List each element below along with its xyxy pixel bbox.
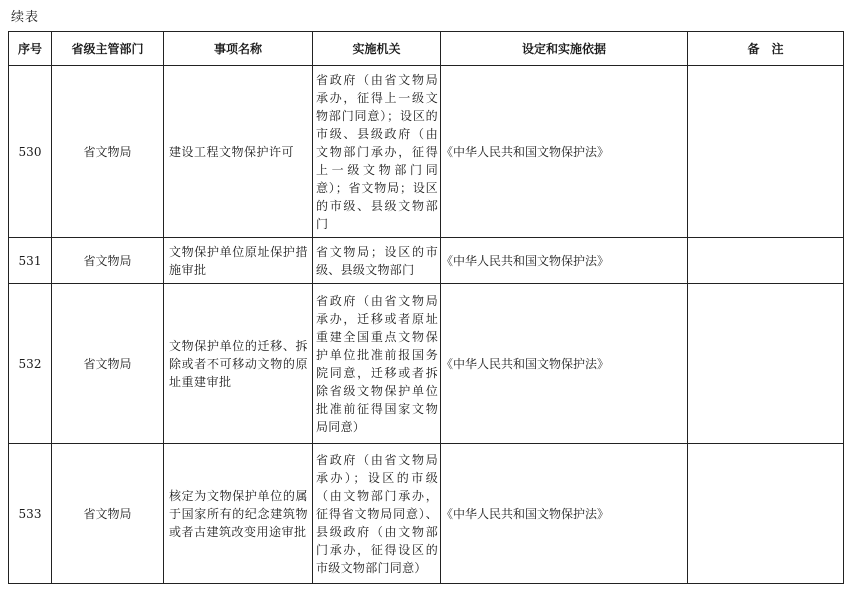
row-basis: 《中华人民共和国文物保护法》 — [441, 284, 688, 444]
row-basis: 《中华人民共和国文物保护法》 — [441, 238, 688, 284]
row-basis: 《中华人民共和国文物保护法》 — [441, 444, 688, 584]
table-row — [9, 444, 844, 584]
header-row — [9, 32, 844, 66]
approval-items-table — [8, 31, 844, 584]
header-dept: 省级主管部门 — [52, 32, 164, 66]
header-remark: 备 注 — [688, 32, 844, 66]
row-dept: 省文物局 — [52, 284, 164, 444]
row-org: 省政府（由省文物局承办）；设区的市级（由文物部门承办，征得省文物局同意）、县级政府（由文物部门承办，征得设区的市级文物部门同意） — [313, 444, 441, 584]
header-basis: 设定和实施依据 — [441, 32, 688, 66]
table-row — [9, 238, 844, 284]
row-remark — [688, 238, 844, 284]
row-remark — [688, 444, 844, 584]
row-item-name: 建设工程文物保护许可 — [164, 66, 313, 238]
row-org: 省文物局；设区的市级、县级文物部门 — [313, 238, 441, 284]
row-org: 省政府（由省文物局承办，征得上一级文物部门同意）；设区的市级、县级政府（由文物部门承办，征得上一级文物部门同意）；省文物局；设区的市级、县级文物部门 — [313, 66, 441, 238]
table-row — [9, 284, 844, 444]
table-row — [9, 66, 844, 238]
row-item-name: 文物保护单位的迁移、拆除或者不可移动文物的原址重建审批 — [164, 284, 313, 444]
table-caption: 续表 — [11, 10, 40, 25]
row-remark — [688, 284, 844, 444]
row-dept: 省文物局 — [52, 66, 164, 238]
row-dept: 省文物局 — [52, 444, 164, 584]
header-seq: 序号 — [9, 32, 52, 66]
row-item-name: 文物保护单位原址保护措施审批 — [164, 238, 313, 284]
row-item-name: 核定为文物保护单位的属于国家所有的纪念建筑物或者古建筑改变用途审批 — [164, 444, 313, 584]
row-seq: 530 — [9, 66, 52, 238]
row-seq: 531 — [9, 238, 52, 284]
row-seq: 532 — [9, 284, 52, 444]
row-seq: 533 — [9, 444, 52, 584]
row-remark — [688, 66, 844, 238]
row-org: 省政府（由省文物局承办，迁移或者原址重建全国重点文物保护单位批准前报国务院同意，迁移或者拆除省级文物保护单位批准前征得国家文物局同意） — [313, 284, 441, 444]
row-basis: 《中华人民共和国文物保护法》 — [441, 66, 688, 238]
header-item: 事项名称 — [164, 32, 313, 66]
row-dept: 省文物局 — [52, 238, 164, 284]
header-org: 实施机关 — [313, 32, 441, 66]
